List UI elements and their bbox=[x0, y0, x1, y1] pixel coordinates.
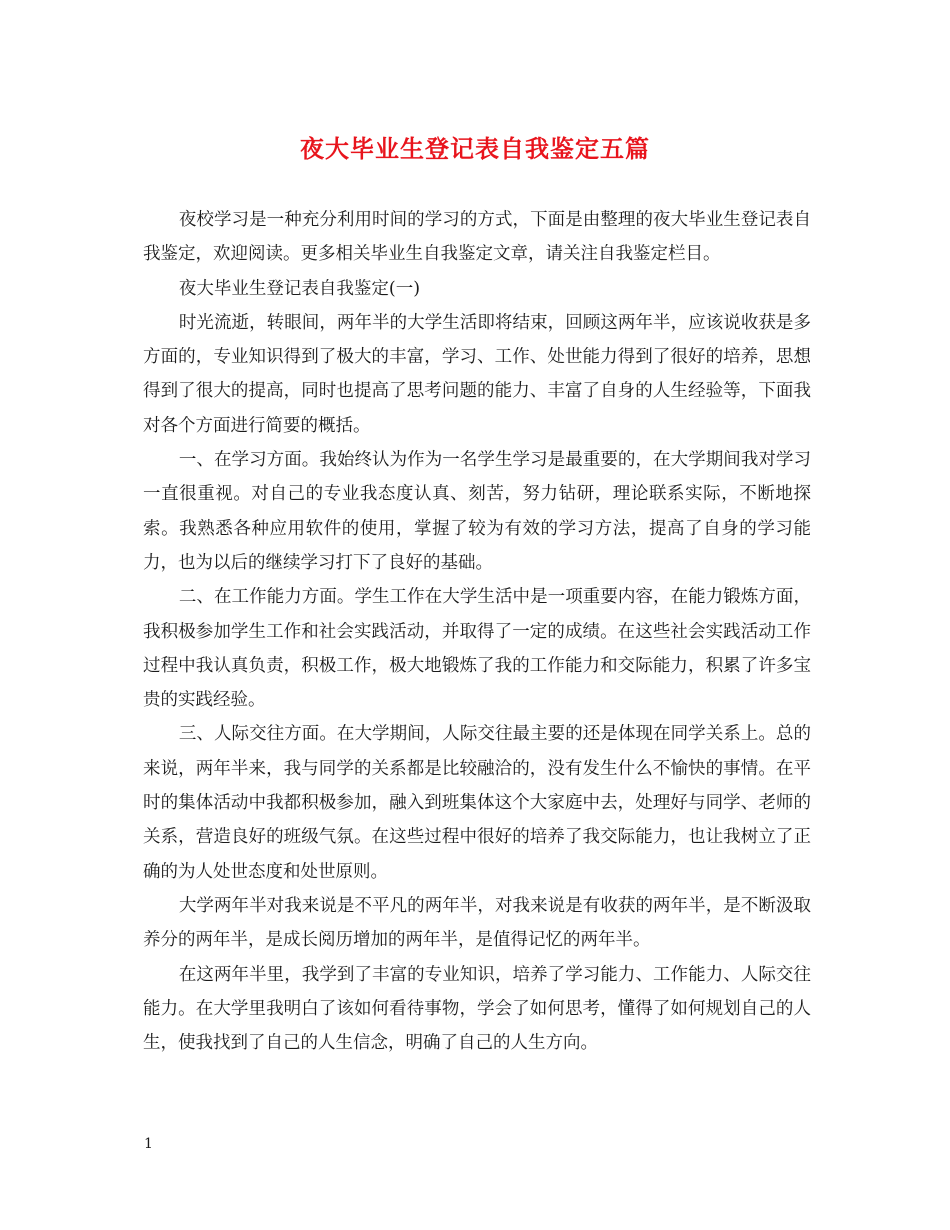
body-paragraph: 大学两年半对我来说是不平凡的两年半，对我来说是有收获的两年半，是不断汲取养分的两年半，是成长阅历增加的两年半，是值得记忆的两年半。 bbox=[143, 895, 811, 951]
body-paragraph: 在这两年半里，我学到了丰富的专业知识，培养了学习能力、工作能力、人际交往能力。在大学里我明白了该如何看待事物，学会了如何思考，懂得了如何规划自己的人生，使我找到了自己的人生信念，明确了自己的人生方向。 bbox=[143, 964, 811, 1054]
document-title: 夜大毕业生登记表自我鉴定五篇 bbox=[300, 134, 650, 163]
body-paragraph: 二、在工作能力方面。学生工作在大学生活中是一项重要内容，在能力锻炼方面，我积极参加学生工作和社会实践活动，并取得了一定的成绩。在这些社会实践活动工作过程中我认真负责，积极工作，极大地锻炼了我的工作能力和交际能力，积累了许多宝贵的实践经验。 bbox=[143, 587, 811, 711]
intro-paragraph: 夜校学习是一种充分利用时间的学习的方式，下面是由整理的夜大毕业生登记表自我鉴定，欢迎阅读。更多相关毕业生自我鉴定文章，请关注自我鉴定栏目。 bbox=[143, 210, 811, 265]
section-heading: 夜大毕业生登记表自我鉴定(一) bbox=[178, 278, 421, 299]
body-paragraph: 三、人际交往方面。在大学期间，人际交往最主要的还是体现在同学关系上。总的来说，两年半来，我与同学的关系都是比较融洽的，没有发生什么不愉快的事情。在平时的集体活动中我都积极参加，融入到班集体这个大家庭中去，处理好与同学、老师的关系，营造良好的班级气氛。在这些过程中很好的培养了我交际能力，也让我树立了正确的为人处世态度和处世原则。 bbox=[143, 724, 811, 882]
document-body bbox=[143, 203, 811, 1060]
page-number: 1 bbox=[144, 1136, 153, 1152]
body-paragraph: 时光流逝，转眼间，两年半的大学生活即将结束，回顾这两年半，应该说收获是多方面的，专业知识得到了极大的丰富，学习、工作、处世能力得到了很好的培养，思想得到了很大的提高，同时也提高了思考问题的能力、丰富了自身的人生经验等，下面我对各个方面进行简要的概括。 bbox=[143, 312, 811, 436]
body-paragraph: 一、在学习方面。我始终认为作为一名学生学习是最重要的，在大学期间我对学习一直很重视。对自己的专业我态度认真、刻苦，努力钻研，理论联系实际，不断地探索。我熟悉各种应用软件的使用，掌握了较为有效的学习方法，提高了自身的学习能力，也为以后的继续学习打下了良好的基础。 bbox=[143, 450, 811, 573]
